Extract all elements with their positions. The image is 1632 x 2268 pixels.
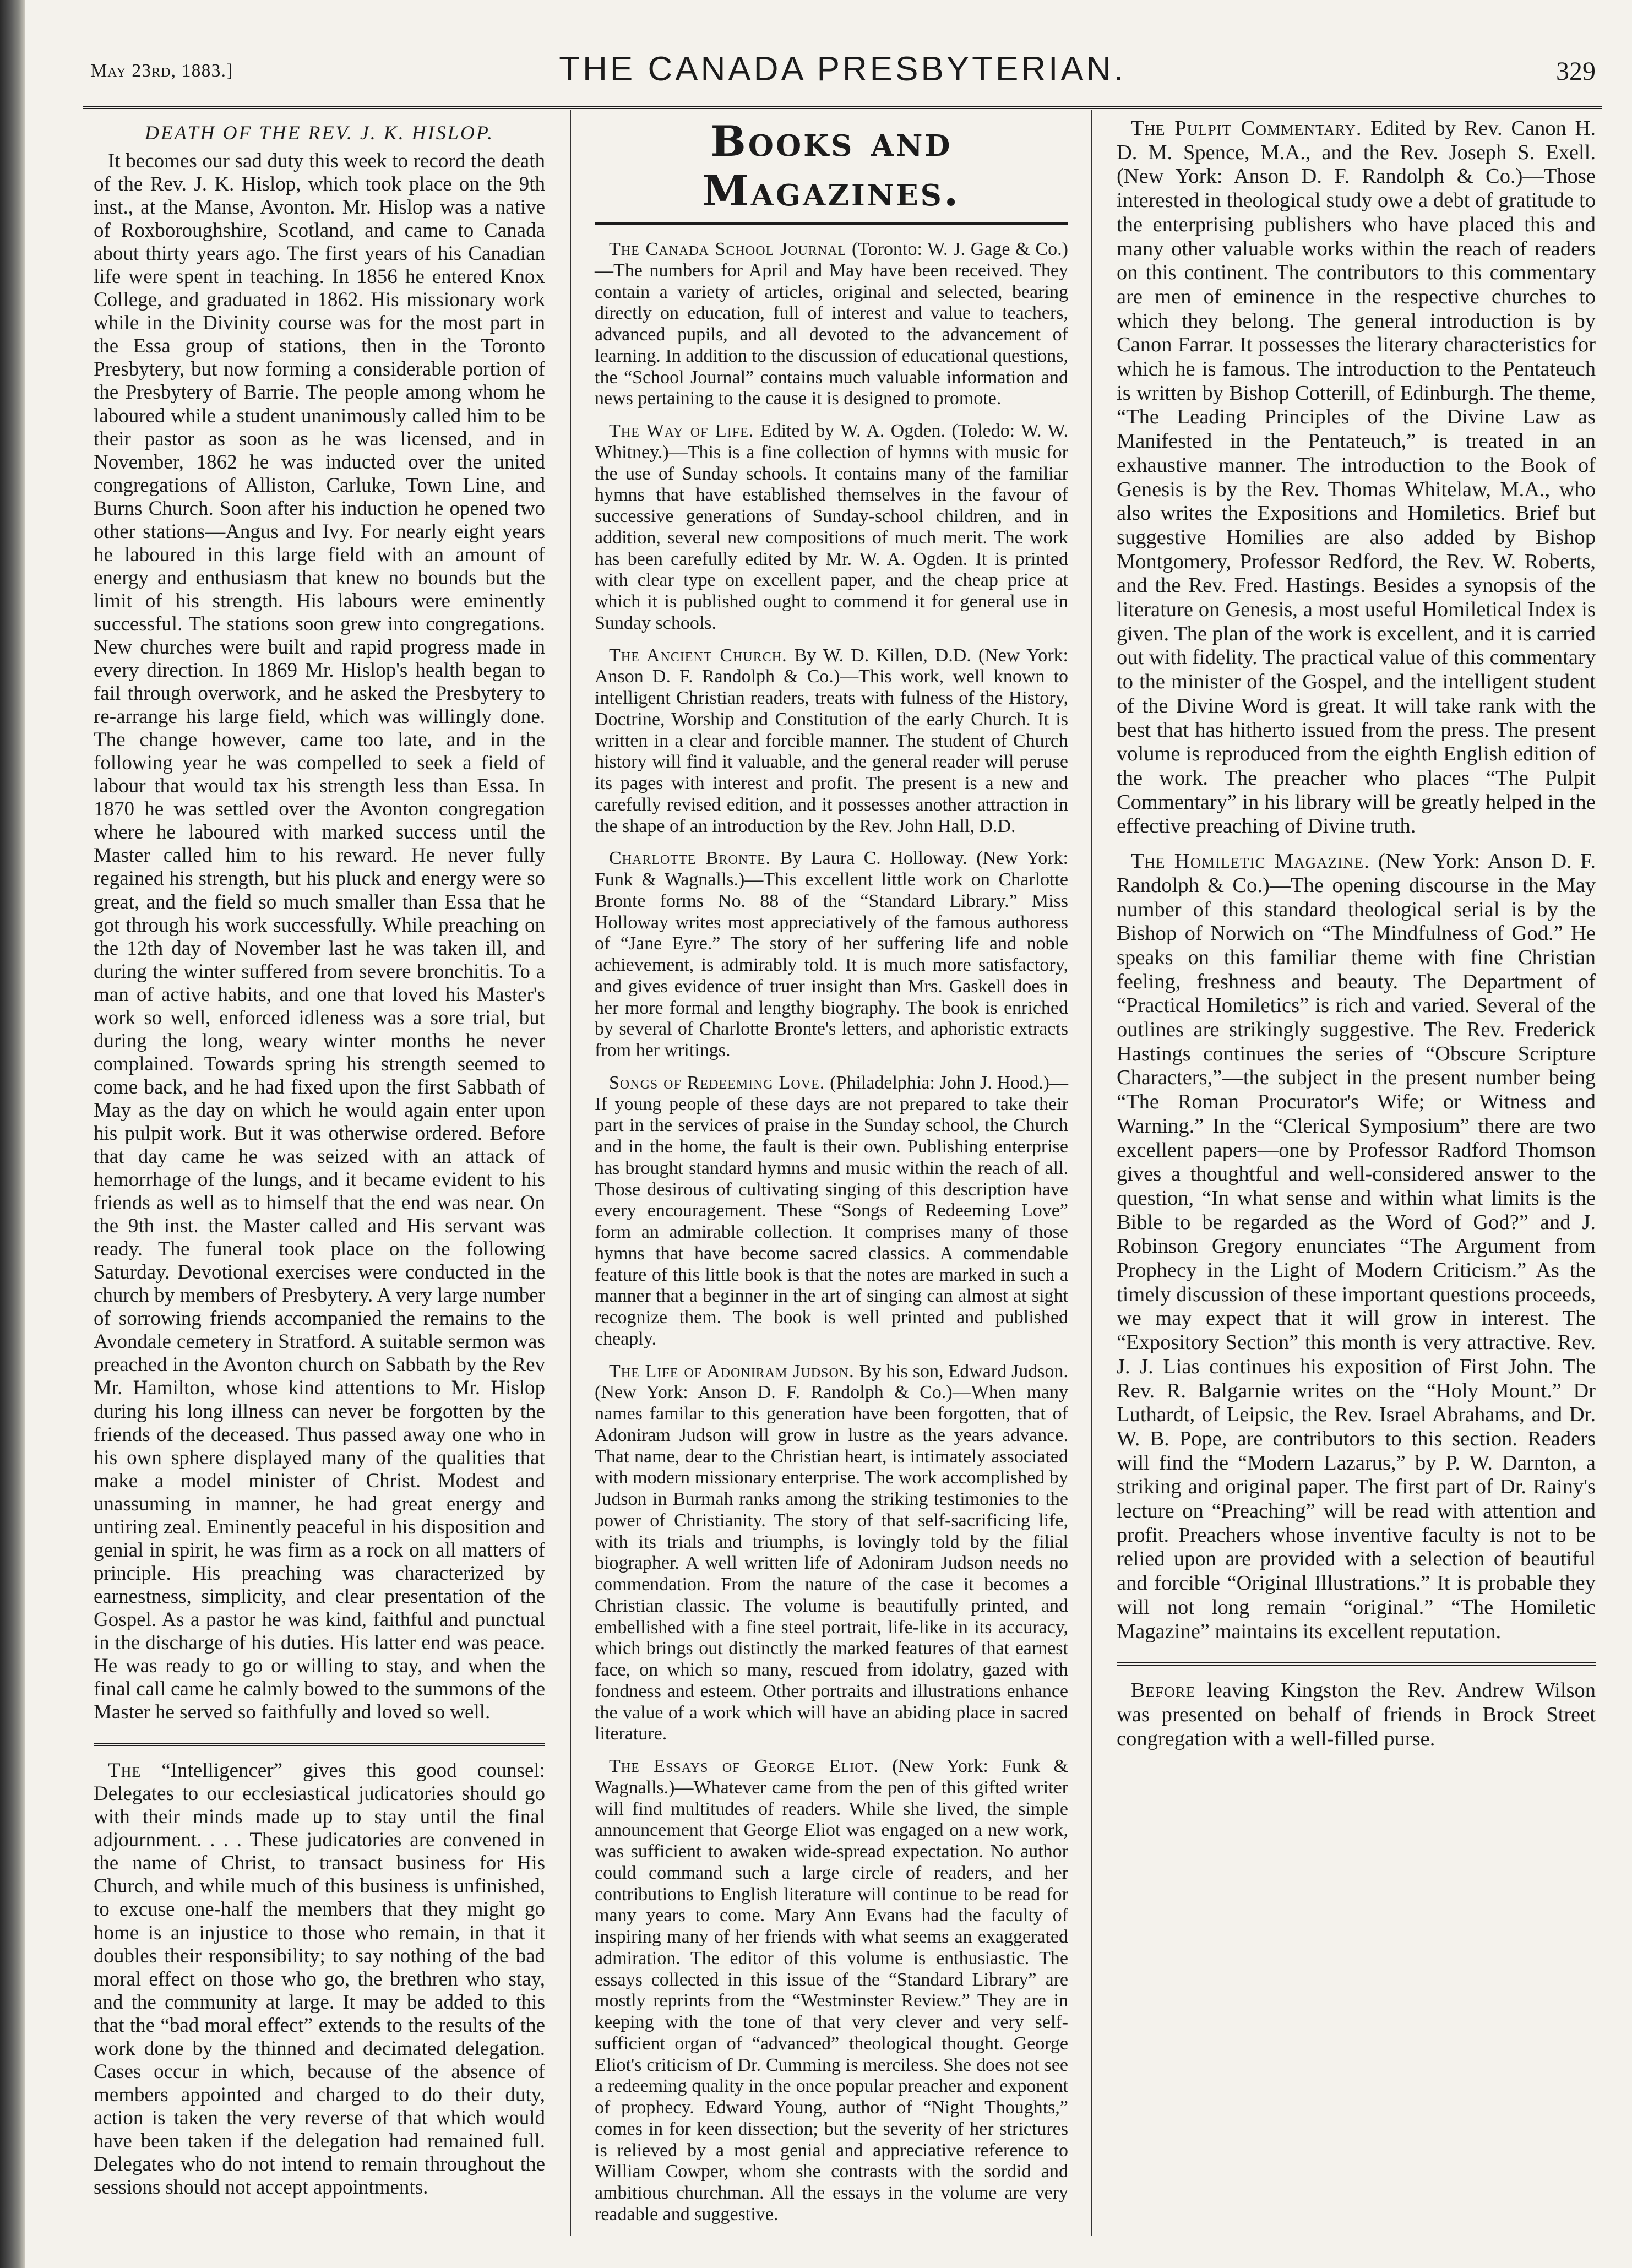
intelligencer-body: “Intelligencer” gives this good counsel: Delegates to our ecclesiastical judicatories should go with their minds made up to stay until the final adjournment. . . . These judicatories are convened in the name of Christ, to transact business for His Church, and while much of this business is unfinished, to excuse one-half the members that they might go home is an injustice to those who remain, in that it doubles their responsibility; to say nothing of the bad moral effect on those who go, the brethren who stay, and the community at large. It may be added to this that the “bad moral effect” extends to the results of the work done by the thinned and decimated delegation. Cases occur in which, because of the absence of members appointed and charged to do their duty, action is taken the very reverse of that which would have been taken if the delegation had remained full. Delegates who do not intend to remain throughout the sessions should not accept appointments. [94,1759,545,2199]
intelligencer-paragraph [94,1759,545,2199]
newspaper-page [83,0,1602,2268]
page-binding-edge [0,0,25,2268]
page-number: 329 [1556,57,1596,86]
note-body: leaving Kingston the Rev. Andrew Wilson was presented on behalf of friends in Brock Street congregation with a well-filled purse. [1117,1679,1596,1750]
review-body: By his son, Edward Judson. (New York: Anson D. F. Randolph & Co.)—When many names familar to this generation have been forgotten, that of Adoniram Judson will grow in lustre as the years advance. That name, dear to the Christian heart, is intimately associated with modern missionary enterprise. The work accomplished by Judson in Burmah ranks among the striking testimonies to the power of Christianity. The story of that self-sacrificing life, with its trials and triumphs, is lovingly told by the filial biographer. A well written life of Adoniram Judson needs no commendation. From the nature of the case it becomes a Christian classic. The volume is beautifully printed, and embellished with a fine steel portrait, life-like in its accuracy, which brings out distinctly the marked features of that earnest face, on which so many, rescued from idolatry, gazed with fondness and esteem. Other portraits and illustrations enhance the value of a work which will have an abiding place in sacred literature. [595,1361,1068,1744]
page-header [83,44,1602,99]
review-title: The Pulpit Commentary. [1131,117,1362,140]
kingston-note [1117,1679,1596,1751]
obituary-body: It becomes our sad duty this week to record the death of the Rev. J. K. Hislop, which took place on the 9th inst., at the Manse, Avonton. Mr. Hislop was a native of Roxboroughshire, Scotland, and came to Canada about thirty years ago. The first years of his Canadian life were spent in teaching. In 1856 he entered Knox College, and graduated in 1862. His missionary work while in the Divinity course was for the most part in the Essa group of stations, then in the Toronto Presbytery, but now forming a considerable portion of the Presbytery of Barrie. The people among whom he laboured while a student unanimously called him to be their pastor as soon as he was licensed, and in November, 1862 he was inducted over the united congregations of Alliston, Carluke, Town Line, and Burns Church. Soon after his induction he opened two other stations—Angus and Ivy. For nearly eight years he laboured in this large field with an amount of energy and enthusiasm that knew no bounds but the limit of his strength. His labours were eminently successful. The stations soon grew into congregations. New churches were built and rapid progress made in every direction. In 1869 Mr. Hislop's health began to fail through overwork, and he asked the Presbytery to re-arrange his large field, which was willingly done. The change however, came too late, and in the following year he was compelled to seek a field of labour that would tax his strength less than Essa. In 1870 he was settled over the Avonton congregation where he laboured with marked success until the Master called him to his reward. He never fully regained his strength, but his pluck and energy were so great, and the field so much smaller than Essa that he got through his work successfully. While preaching on the 12th day of November last he was taken ill, and during the winter suffered from severe bronchitis. To a man of active habits, and one that loved his Master's work so well, enforced idleness was a sore trial, but during the long, weary winter months he never complained. Towards spring his strength seemed to come back, and he had fixed upon the first Sabbath of May as the day on which he would again enter upon his pulpit work. But it was otherwise ordered. Before that day came he was seized with an attack of hemorrhage of the lungs, and it became evident to his friends as well as to himself that the end was near. On the 9th inst. the Master called and His servant was ready. The funeral took place on the following Saturday. Devotional exercises were conducted in the church by members of Presbytery. A very large number of sorrowing friends accompanied the remains to the Avondale cemetery in Stratford. A suitable sermon was preached in the Avonton church on Sabbath by the Rev Mr. Hamilton, whose kind attentions to Mr. Hislop during his long illness can never be forgotten by the friends of the deceased. Thus passed away one who in his own sphere displayed many of the qualities that make a model minister of Christ. Modest and unassuming in manner, he had great energy and untiring zeal. Eminently peaceful in his disposition and genial in spirit, he was firm as a rock on all matters of principle. His preaching was characterized by earnestness, simplicity, and clear presentation of the Gospel. As a pastor he was kind, faithful and punctual in the discharge of his duties. His latter end was peace. He was ready to go or willing to stay, and when the final call came he calmly bowed to the summons of the Master he served so faithfully and loved so well. [94,150,545,1724]
review-body: Edited by Rev. Canon H. D. M. Spence, M.A., and the Rev. Joseph S. Exell. (New York: Anson D. F. Randolph & Co.)—Those interested in theological study owe a debt of gratitude to the enterprising publishers who have placed this and many other valuable works within the reach of readers on this continent. The contributors to this commentary are men of eminence in the respective churches to which they belong. The general introduction is by Canon Farrar. It possesses the literary characteristics for which he is famous. The introduction to the Pentateuch is written by Bishop Cotterill, of Edinburgh. The theme, “The Leading Principles of the Divine Law as Manifested in the Pentateuch,” is treated in an exhaustive manner. The introduction to the Book of Genesis is by the Rev. Thomas Whitelaw, M.A., who also writes the Expositions and Homiletics. Brief but suggestive Homilies are also added by Bishop Montgomery, Professor Redford, the Rev. W. Roberts, and the Rev. Fred. Hastings. Besides a synopsis of the literature on Genesis, a most useful Homiletical Index is given. The plan of the work is excellent, and it is carried out with fidelity. The practical value of this commentary to the minister of the Gospel, and the intelligent student of the Divine Word is great. It will take rank with the best that has hitherto issued from the press. The present volume is reproduced from the eighth English edition of the work. The preacher who places “The Pulpit Commentary” in his library will be greatly helped in the effective preaching of Divine truth. [1117,117,1596,838]
column-3 [1117,117,1596,1751]
review-body: (Philadelphia: John J. Hood.)—If young people of these days are not prepared to take their part in the services of praise in the Sunday school, the Church and in the home, the fault is their own. Publishing enterprise has brought standard hymns and music within the reach of all. Those desirous of cultivating singing of this description have every encouragement. These “Songs of Redeeming Love” form an admirable collection. It comprises many of those hymns that have become sacred classics. A commendable feature of this little book is that the notes are marked in such a manner that a beginner in the art of singing can almost at sight recognize them. The book is well printed and published cheaply. [595,1072,1069,1349]
masthead-title: THE CANADA PRESBYTERIAN. [559,50,1126,88]
review-title: The Life of Adoniram Judson. [609,1361,855,1382]
review-body: By W. D. Killen, D.D. (New York: Anson D. F. Randolph & Co.)—This work, well known to intelligent Christian readers, treats with fulness of the History, Doctrine, Worship and Constitution of the early Church. It is written in a clear and forcible manner. The student of Church history will find it valuable, and the general reader will peruse its pages with interest and profit. The present is a new and carefully revised edition, and it possesses another attraction in the shape of an introduction by the Rev. John Hall, D.D. [595,645,1068,836]
books-section-title: Books and Magazines. [702,117,961,215]
review-homiletic-magazine [1117,850,1596,1644]
review-title: The Canada School Journal [609,239,847,259]
obituary-title: DEATH OF THE REV. J. K. HISLOP. [144,122,494,144]
column-2 [595,117,1068,2237]
review-songs-of-redeeming-love [595,1073,1068,1350]
header-rule [83,106,1602,109]
review-body: Edited by W. A. Ogden. (Toledo: W. W. Whitney.)—This is a fine collection of hymns with music for the use of Sunday schools. It contains many of the familiar hymns that have established themselves in the favour of successive generations of Sunday-school children, and in addition, several new compositions of much merit. The work has been carefully edited by Mr. W. A. Ogden. It is printed with clear type on excellent paper, and the cheap price at which it is published ought to commend it for general use in Sunday schools. [595,421,1069,633]
review-ancient-church [595,645,1068,837]
review-body: By Laura C. Holloway. (New York: Funk & Wagnalls.)—This excellent little work on Charlotte Bronte forms No. 88 of the “Standard Library.” Miss Holloway writes most appreciatively of the famous authoress of “Jane Eyre.” The story of her suffering life and noble achievement, is admirably told. It is much more satisfactory, and gives evidence of truer insight than Mrs. Gaskell does in her more formal and lengthy biography. The book is enriched by several of Charlotte Bronte's letters, and aphoristic extracts from her writings. [595,848,1068,1060]
review-body: (New York: Funk & Wagnalls.)—Whatever came from the pen of this gifted writer will find multitudes of readers. While she lived, the simple announcement that George Eliot was engaged on a new work, was sufficient to awaken wide-spread expectation. No author could command such a large circle of readers, and her contributions to English literature will continue to be read for many years to come. Mary Ann Evans had the faculty of inspiring many of her friends with what seems an exaggerated admiration. The editor of this volume is enthusiastic. The essays collected in this issue of the “Standard Library” are mostly reprints from the “Westminster Review.” They are in keeping with the tone of that very clever and very self-sufficient organ of “advanced” theological thought. George Eliot's criticism of Dr. Cumming is merciless. She does not see a redeeming quality in the once popular preacher and exponent of prophecy. Edward Young, author of “Night Thoughts,” comes in for keen dissection; but the severity of her strictures is relieved by a most genial and appreciative reference to William Cowper, whom she contrasts with the sordid and ambitious churchman. All the essays in the volume are very readable and suggestive. [595,1756,1068,2225]
review-charlotte-bronte [595,848,1068,1062]
review-essays-of-george-eliot [595,1756,1068,2226]
review-pulpit-commentary [1117,117,1596,839]
review-canada-school-journal [595,239,1068,410]
review-life-of-adoniram-judson [595,1361,1068,1745]
column-1 [94,117,545,2199]
note-lead: Before [1131,1679,1196,1703]
review-body: (Toronto: W. J. Gage & Co.)—The numbers for April and May have been received. They contain a variety of articles, original and selected, bearing directly on education, full of interest and value to teachers, advanced pupils, and all devoted to the advancement of learning. In addition to the discussion of educational questions, the “School Journal” contains much valuable information and news pertaining to the cause it is designed to promote. [595,239,1068,409]
issue-date: May 23rd, 1883.] [90,61,233,81]
column-divider [570,110,571,2236]
review-title: The Essays of George Eliot. [609,1756,879,1776]
review-way-of-life [595,421,1068,634]
review-title: The Homiletic Magazine. [1131,850,1370,873]
review-title: The Ancient Church. [609,645,787,666]
review-title: Songs of Redeeming Love. [609,1072,825,1093]
section-divider [94,1743,545,1746]
review-body: (New York: Anson D. F. Randolph & Co.)—The opening discourse in the May number of this standard theological serial is by the Bishop of Norwich on “The Mindfulness of God.” He speaks on this familiar theme with fine Christian feeling, freshness and beauty. The Department of “Practical Homiletics” is rich and varied. Several of the outlines are strikingly suggestive. The Rev. Frederick Hastings continues the series of “Obscure Scripture Characters,”—the subject in the present number being “The Roman Procurator's Wife; or Witness and Warning.” In the “Clerical Symposium” there are two excellent papers—one by Professor Radford Thomson gives a thoughtful and well-considered answer to the question, “In what sense and within what limits is the Bible to be regarded as the Word of God?” and J. Robinson Gregory enunciates “The Argument from Prophecy in the Light of Modern Criticism.” As the timely discussion of these important questions proceeds, we may expect that it will grow in interest. The “Expository Section” this month is very attractive. Rev. J. J. Lias continues his exposition of First John. The Rev. R. Balgarnie writes on the “Holy Mount.” Dr Luthardt, of Leipsic, the Rev. Israel Abrahams, and Dr. W. B. Pope, are contributors to this section. Readers will find the “Modern Lazarus,” by P. W. Darnton, a striking and original paper. The first part of Dr. Rainy's lecture on “Preaching” will be read with attention and profit. Preachers whose inventive faculty is not to be relied upon are provided with a selection of beautiful and forcible “Original Illustrations.” It is probable they will not long remain “original.” “The Homiletic Magazine” maintains its excellent reputation. [1117,850,1596,1643]
section-divider [1117,1662,1596,1666]
section-title-rule [595,222,1068,225]
intelligencer-lead: The [108,1759,142,1782]
column-divider [1091,110,1092,2236]
review-title: Charlotte Bronte. [609,848,771,869]
review-title: The Way of Life. [609,421,754,441]
